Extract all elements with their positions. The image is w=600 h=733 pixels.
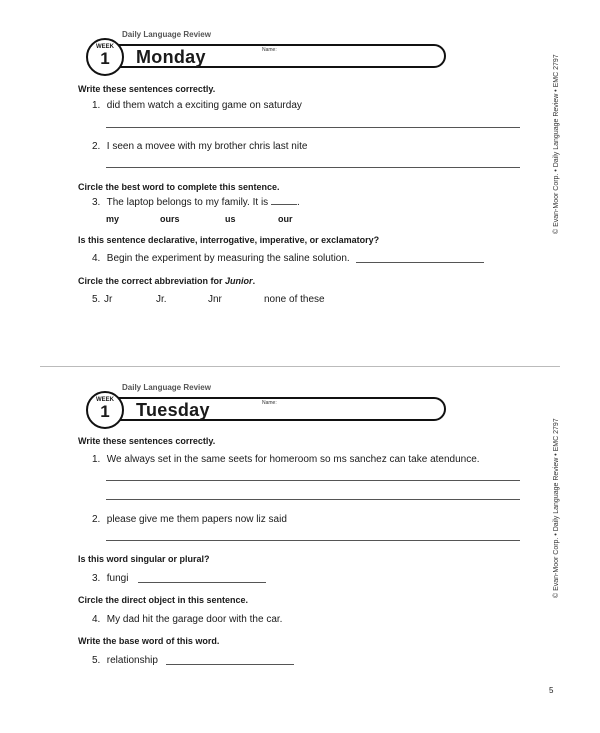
- monday-name-label: Name:: [262, 47, 277, 53]
- monday-answer-line-1[interactable]: [106, 127, 520, 128]
- monday-item-4-number: 4.: [92, 253, 101, 264]
- tuesday-name-label: Name:: [262, 400, 277, 406]
- monday-choice-my[interactable]: my: [106, 214, 120, 224]
- monday-choice-us[interactable]: us: [225, 214, 236, 224]
- tuesday-item-2: [92, 514, 287, 525]
- tuesday-item-1-text: We always set in the same seets for homeroom so ms sanchez can take atendunce.: [106, 454, 480, 465]
- monday-item-3-number: 3.: [92, 197, 101, 208]
- tuesday-item-4-text: My dad hit the garage door with the car.: [106, 614, 283, 625]
- tuesday-header-label: Daily Language Review: [122, 383, 211, 392]
- tuesday-week-badge: [86, 391, 124, 429]
- tuesday-item-3-text: fungi: [106, 573, 129, 584]
- monday-day-title: Monday: [136, 47, 206, 67]
- monday-option-none[interactable]: none of these: [264, 294, 325, 305]
- monday-week-label: WEEK: [96, 44, 114, 50]
- monday-item-5: [92, 294, 104, 305]
- page-number: 5: [549, 686, 554, 695]
- tuesday-instruction-4: Write the base word of this word.: [78, 636, 220, 646]
- side-credit-bottom-text: © Evan-Moor Corp. • Daily Language Review • EMC 2797: [553, 418, 560, 598]
- tuesday-answer-line-1b[interactable]: [106, 499, 520, 500]
- monday-instruction-2: Circle the best word to complete this sentence.: [78, 182, 280, 192]
- monday-option-jr-period[interactable]: Jr.: [156, 294, 167, 305]
- tuesday-item-4: [92, 614, 282, 625]
- monday-item-4: [92, 253, 350, 264]
- monday-choice-our[interactable]: our: [278, 214, 293, 224]
- monday-option-jnr[interactable]: Jnr: [208, 294, 222, 305]
- monday-item-4-text: Begin the experiment by measuring the saline solution.: [106, 253, 350, 264]
- tuesday-item-3: [92, 573, 128, 584]
- tuesday-answer-line-3[interactable]: [138, 582, 266, 583]
- monday-item-1-text: did them watch a exciting game on saturday: [106, 100, 302, 111]
- monday-option-jr[interactable]: Jr: [104, 294, 113, 305]
- side-credit-top-text: © Evan-Moor Corp. • Daily Language Review • EMC 2797: [553, 54, 560, 234]
- tuesday-item-1: [92, 454, 480, 465]
- monday-item-2: [92, 141, 307, 152]
- tuesday-item-2-number: 2.: [92, 514, 101, 525]
- tuesday-day-title: Tuesday: [136, 400, 210, 420]
- monday-item-3-blank[interactable]: [271, 197, 297, 205]
- tuesday-answer-line-5[interactable]: [166, 664, 294, 665]
- monday-choice-ours[interactable]: ours: [160, 214, 180, 224]
- monday-instruction-3: Is this sentence declarative, interrogative, imperative, or exclamatory?: [78, 235, 380, 245]
- monday-instruction-4-post: .: [252, 276, 256, 286]
- monday-week-badge: [86, 38, 124, 76]
- tuesday-item-1-number: 1.: [92, 454, 101, 465]
- tuesday-week-label: WEEK: [96, 397, 114, 403]
- monday-item-3: [92, 197, 300, 208]
- monday-item-1-number: 1.: [92, 100, 101, 111]
- monday-item-2-text: I seen a movee with my brother chris last nite: [106, 141, 308, 152]
- section-divider: [40, 366, 560, 367]
- monday-item-3-text: The laptop belongs to my family. It is: [106, 197, 269, 208]
- monday-header-label: Daily Language Review: [122, 30, 211, 39]
- tuesday-item-5-text: relationship: [106, 655, 158, 666]
- tuesday-week-number: 1: [100, 402, 110, 421]
- monday-item-2-number: 2.: [92, 141, 101, 152]
- tuesday-item-2-text: please give me them papers now liz said: [106, 514, 287, 525]
- monday-item-1: [92, 100, 302, 111]
- monday-instruction-4-word: Junior: [225, 276, 253, 286]
- monday-answer-line-2[interactable]: [106, 167, 520, 168]
- tuesday-instruction-1: Write these sentences correctly.: [78, 436, 216, 446]
- tuesday-item-4-number: 4.: [92, 614, 101, 625]
- tuesday-item-5-number: 5.: [92, 655, 101, 666]
- monday-instruction-4: [78, 276, 255, 286]
- tuesday-instruction-3: Circle the direct object in this sentence.: [78, 595, 249, 605]
- monday-instruction-1: Write these sentences correctly.: [78, 84, 216, 94]
- tuesday-instruction-2: Is this word singular or plural?: [78, 554, 210, 564]
- tuesday-item-5: [92, 655, 158, 666]
- tuesday-answer-line-2[interactable]: [106, 540, 520, 541]
- side-credit-top: [553, 34, 563, 234]
- side-credit-bottom: [553, 398, 563, 598]
- monday-answer-line-4[interactable]: [356, 262, 484, 263]
- monday-week-number: 1: [100, 49, 110, 68]
- tuesday-item-3-number: 3.: [92, 573, 101, 584]
- monday-item-5-number: 5.: [92, 294, 101, 305]
- monday-item-3-end: .: [296, 197, 300, 208]
- tuesday-answer-line-1a[interactable]: [106, 480, 520, 481]
- monday-instruction-4-pre: Circle the correct abbreviation for: [78, 276, 226, 286]
